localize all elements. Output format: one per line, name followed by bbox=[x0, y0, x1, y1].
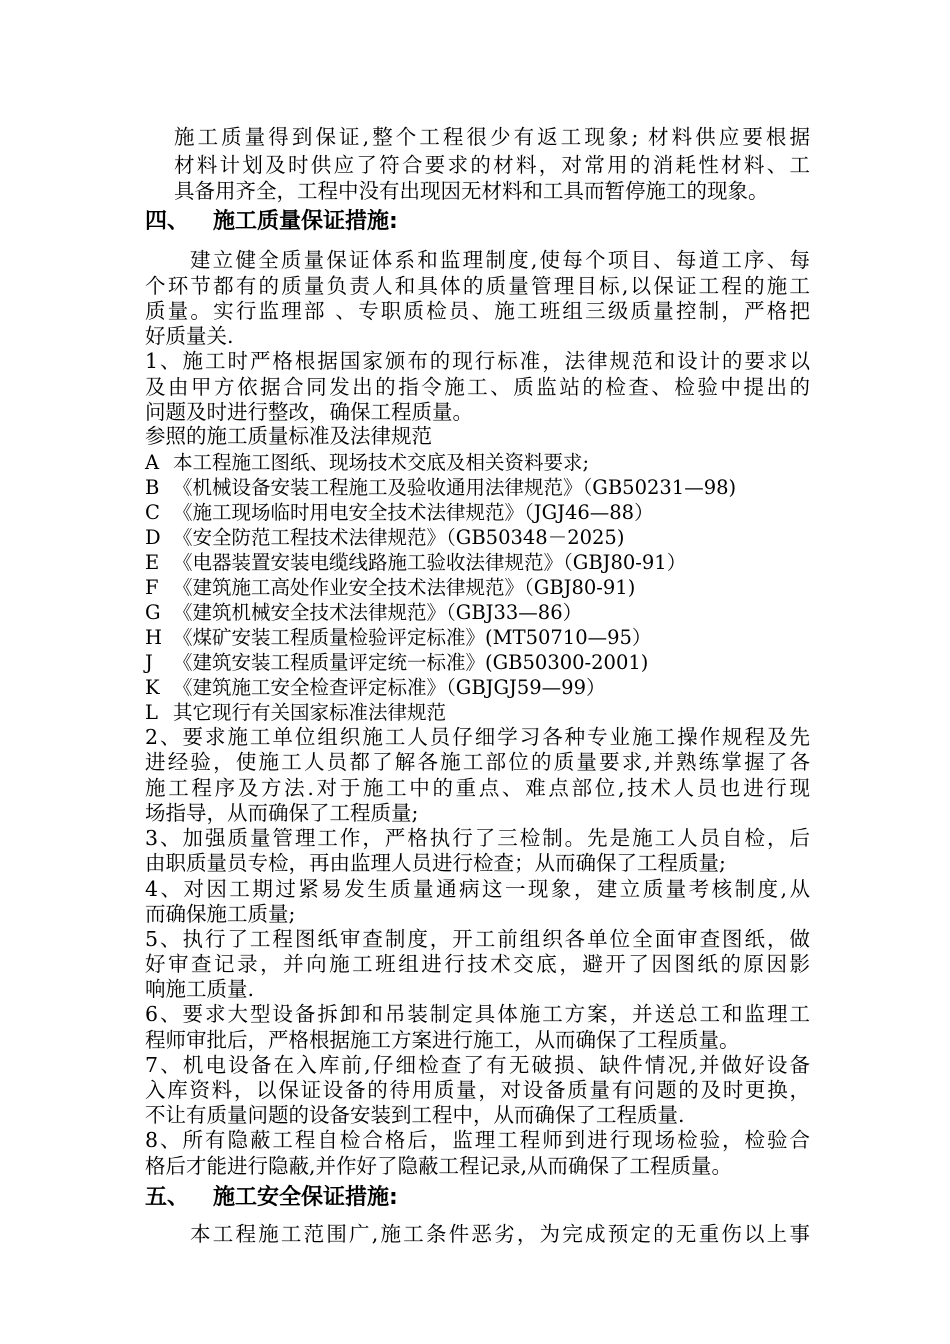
list-item-line: 响施工质量. bbox=[145, 977, 255, 1001]
intro-line: 施工质量得到保证,整个工程很少有返工现象; 材料供应要根据 bbox=[174, 125, 810, 149]
paragraph-line: 建立健全质量保证体系和监理制度,使每个项目、每道工序、每 bbox=[190, 248, 810, 272]
reference-letter: L bbox=[145, 701, 158, 724]
list-item-line: 格后才能进行隐蔽,并作好了隐蔽工程记录,从而确保了工程质量。 bbox=[145, 1154, 733, 1178]
reference-text: 《安全防范工程技术法律规范》（GB50348－2025) bbox=[173, 526, 625, 549]
reference-letter: F bbox=[145, 576, 159, 599]
reference-text: 《建筑机械安全技术法律规范》（GBJ33—86） bbox=[173, 601, 583, 624]
reference-item bbox=[145, 550, 686, 575]
section-heading-4 bbox=[145, 208, 398, 236]
reference-letter: H bbox=[145, 626, 163, 649]
list-item-line: 6、要求大型设备拆卸和吊装制定具体施工方案，并送总工和监理工 bbox=[145, 1002, 810, 1026]
list-item-line: 程师审批后，严格根据施工方案进行施工，从而确保了工程质量。 bbox=[145, 1028, 740, 1052]
reference-item bbox=[145, 475, 736, 500]
paragraph-line: 好质量关. bbox=[145, 324, 234, 348]
paragraph-line: 本工程施工范围广,施工条件恶劣，为完成预定的无重伤以上事 bbox=[190, 1222, 810, 1246]
reference-item bbox=[145, 500, 654, 525]
intro-line: 具备用齐全，工程中没有出现因无材料和工具而暂停施工的现象。 bbox=[174, 179, 769, 203]
list-item-line: 入库资料，以保证设备的待用质量，对设备质量有问题的及时更换， bbox=[145, 1078, 810, 1102]
list-item-line: 施工程序及方法.对于施工中的重点、难点部位,技术人员也进行现 bbox=[145, 776, 810, 800]
reference-text: 《建筑施工安全检查评定标准》（GBJGJ59—99） bbox=[173, 676, 606, 699]
section-number: 四、 bbox=[145, 209, 190, 234]
section-title: 施工质量保证措施: bbox=[213, 209, 398, 234]
reference-text: 《施工现场临时用电安全技术法律规范》（JGJ46—88） bbox=[173, 501, 654, 524]
section-number: 五、 bbox=[145, 1185, 190, 1210]
list-item-line: 由职质量员专检，再由监理人员进行检查；从而确保了工程质量; bbox=[145, 851, 726, 875]
reference-letter: K bbox=[145, 676, 160, 699]
list-item-line: 不让有质量问题的设备安装到工程中，从而确保了工程质量. bbox=[145, 1103, 685, 1127]
list-item-line: 4、对因工期过紧易发生质量通病这一现象，建立质量考核制度,从 bbox=[145, 877, 810, 901]
reference-item bbox=[145, 525, 624, 550]
reference-letter: J bbox=[145, 651, 153, 674]
reference-item bbox=[145, 625, 651, 650]
list-item-line: 问题及时进行整改，确保工程质量。 bbox=[145, 400, 473, 424]
reference-text: 《电器装置安装电缆线路施工验收法律规范》（GBJ80-91） bbox=[173, 551, 687, 574]
reference-item bbox=[145, 600, 582, 625]
list-item-line: 1、施工时严格根据国家颁布的现行标准，法律规范和设计的要求以 bbox=[145, 349, 810, 373]
paragraph-line: 质量。实行监理部 、专职质检员、施工班组三级质量控制，严格把 bbox=[145, 299, 810, 323]
reference-text: 《机械设备安装工程施工及验收通用法律规范》（GB50231—98) bbox=[173, 476, 737, 499]
reference-letter: C bbox=[145, 501, 160, 524]
section-title: 施工安全保证措施: bbox=[213, 1185, 398, 1210]
list-item-line: 进经验，使施工人员都了解各施工部位的质量要求,并熟练掌握了各 bbox=[145, 750, 810, 774]
reference-text: 本工程施工图纸、现场技术交底及相关资料要求; bbox=[173, 451, 590, 474]
reference-list-title: 参照的施工质量标准及法律规范 bbox=[145, 424, 432, 448]
reference-item bbox=[145, 450, 589, 475]
reference-item bbox=[145, 675, 606, 700]
list-item-line: 及由甲方依据合同发出的指令施工、质监站的检查、检验中提出的 bbox=[145, 375, 810, 399]
reference-letter: D bbox=[145, 526, 161, 549]
paragraph-line: 个环节都有的质量负责人和具体的质量管理目标,以保证工程的施工 bbox=[145, 274, 810, 298]
reference-text: 《建筑安装工程质量评定统一标准》(GB50300-2001) bbox=[173, 651, 649, 674]
list-item-line: 2、要求施工单位组织施工人员仔细学习各种专业施工操作规程及先 bbox=[145, 725, 810, 749]
list-item-line: 好审查记录，并向施工班组进行技术交底，避开了因图纸的原因影 bbox=[145, 952, 810, 976]
list-item-line: 场指导，从而确保了工程质量; bbox=[145, 801, 419, 825]
reference-item bbox=[145, 650, 648, 675]
list-item-line: 7、机电设备在入库前,仔细检查了有无破损、缺件情况,并做好设备 bbox=[145, 1053, 810, 1077]
list-item-line: 3、加强质量管理工作，严格执行了三检制。先是施工人员自检，后 bbox=[145, 826, 810, 850]
reference-text: 其它现行有关国家标准法律规范 bbox=[173, 701, 447, 724]
reference-letter: A bbox=[145, 451, 160, 474]
reference-text: 《煤矿安装工程质量检验评定标准》(MT50710—95） bbox=[173, 626, 652, 649]
reference-letter: E bbox=[145, 551, 160, 574]
intro-line: 材料计划及时供应了符合要求的材料，对常用的消耗性材料、工 bbox=[174, 153, 810, 177]
list-item-line: 5、执行了工程图纸审查制度，开工前组织各单位全面审查图纸，做 bbox=[145, 927, 810, 951]
list-item-line: 8、所有隐蔽工程自检合格后，监理工程师到进行现场检验，检验合 bbox=[145, 1128, 810, 1152]
section-heading-5 bbox=[145, 1184, 398, 1212]
reference-letter: B bbox=[145, 476, 160, 499]
reference-item bbox=[145, 575, 635, 600]
reference-text: 《建筑施工高处作业安全技术法律规范》（GBJ80-91) bbox=[173, 576, 636, 599]
list-item-line: 而确保施工质量; bbox=[145, 902, 296, 926]
reference-letter: G bbox=[145, 601, 161, 624]
reference-item bbox=[145, 700, 446, 725]
